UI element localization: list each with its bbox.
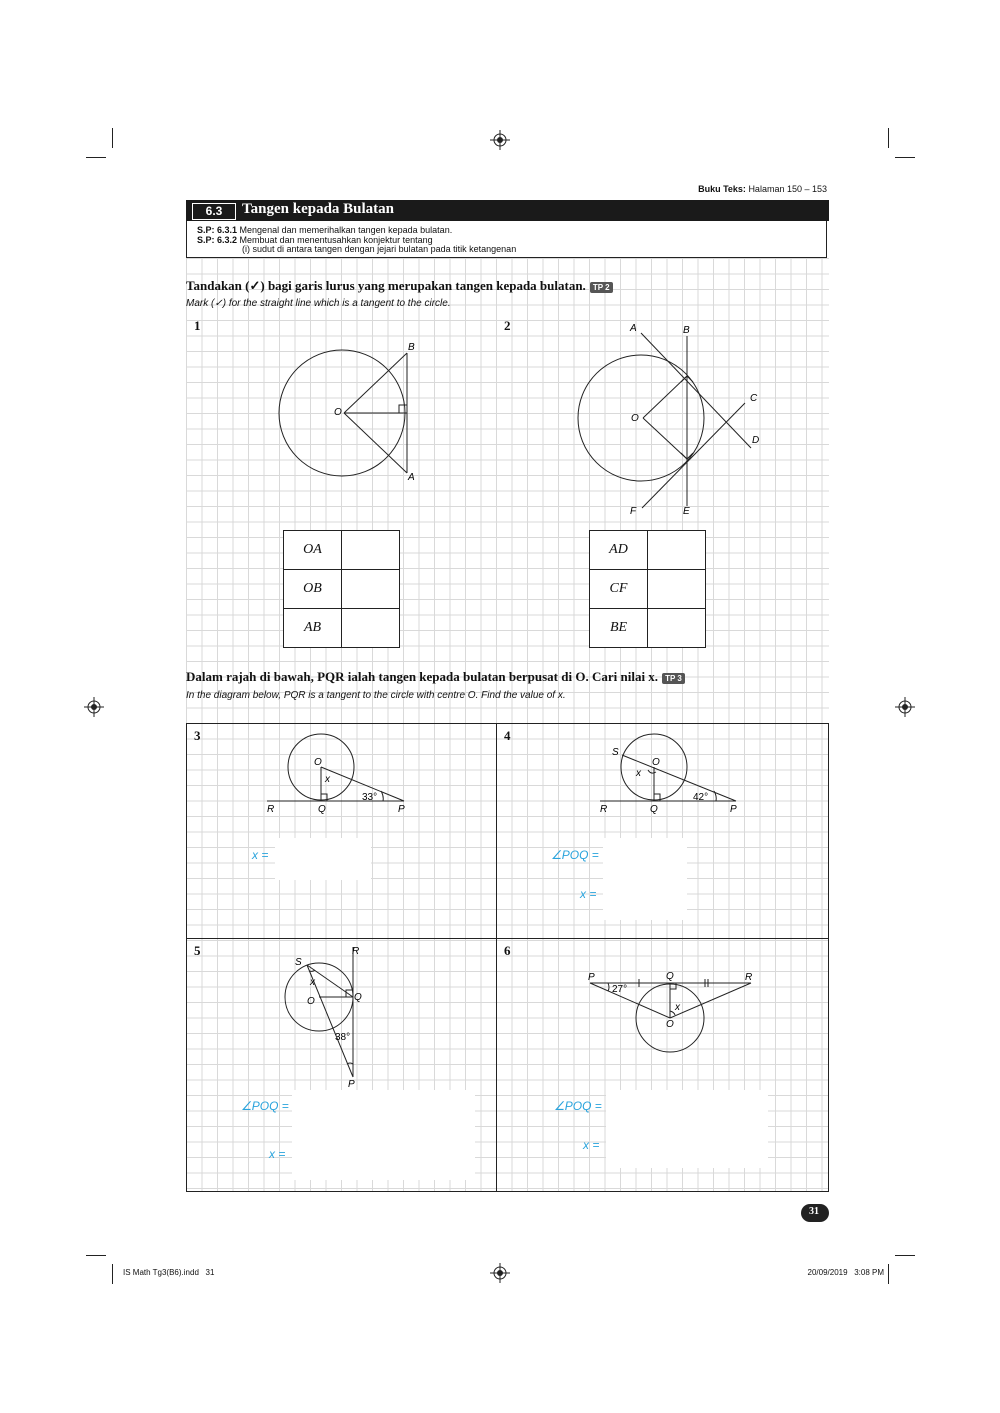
checkbox-cell[interactable] bbox=[342, 531, 400, 570]
answer-area[interactable] bbox=[292, 1090, 475, 1180]
crop-mark bbox=[888, 1264, 889, 1284]
checkbox-cell[interactable] bbox=[342, 570, 400, 609]
label-f: F bbox=[630, 506, 637, 517]
row-label: OA bbox=[284, 531, 342, 570]
label-q: Q bbox=[318, 804, 326, 815]
footer-date: 20/09/2019 3:08 PM bbox=[807, 1268, 884, 1277]
crop-mark bbox=[86, 1255, 106, 1256]
part1-heading: Tandakan (✓) bagi garis lurus yang merupakan tangen kepada bulatan. TP 2 bbox=[186, 278, 613, 294]
label-q: Q bbox=[650, 804, 658, 815]
label-b: B bbox=[683, 325, 690, 336]
label-p: P bbox=[730, 804, 737, 815]
q6-diagram bbox=[585, 968, 765, 1058]
crop-mark bbox=[86, 157, 106, 158]
checkbox-cell[interactable] bbox=[648, 609, 706, 648]
label-r: R bbox=[745, 972, 753, 983]
answer-label: ∠POQ = bbox=[241, 1099, 289, 1113]
q1-diagram bbox=[270, 335, 430, 485]
book-reference-label: Buku Teks: bbox=[698, 184, 746, 194]
label-x: x bbox=[675, 1002, 680, 1013]
label-o: O bbox=[334, 407, 342, 418]
question-number: 3 bbox=[194, 728, 201, 743]
label-o: O bbox=[307, 996, 315, 1007]
sp-line: S.P: 6.3.2 Membuat dan menentusahkan konjektur tentang bbox=[197, 234, 433, 245]
angle-label: 42° bbox=[693, 792, 709, 803]
q4-diagram bbox=[596, 728, 746, 818]
answer-label: x = bbox=[252, 848, 269, 862]
question-number: 2 bbox=[504, 318, 511, 333]
crop-mark bbox=[895, 157, 915, 158]
label-b: B bbox=[408, 342, 415, 353]
row-label: BE bbox=[590, 609, 648, 648]
part2-heading: Dalam rajah di bawah, PQR ialah tangen kepada bulatan berpusat di O. Cari nilai x. TP 3 bbox=[186, 669, 685, 685]
learning-standards bbox=[186, 221, 827, 258]
crop-mark bbox=[112, 1264, 113, 1284]
registration-mark-icon bbox=[84, 697, 104, 717]
checkbox-cell[interactable] bbox=[342, 609, 400, 648]
section-bar bbox=[186, 200, 829, 221]
answer-area[interactable] bbox=[606, 1090, 768, 1168]
label-r: R bbox=[600, 804, 608, 815]
label-o: O bbox=[314, 757, 322, 768]
q3-diagram bbox=[262, 728, 412, 818]
answer-label: ∠POQ = bbox=[551, 848, 599, 862]
label-a: A bbox=[408, 472, 415, 483]
answer-label: x = bbox=[583, 1138, 600, 1152]
checkbox-cell[interactable] bbox=[648, 531, 706, 570]
question-number: 1 bbox=[194, 318, 201, 333]
label-c: C bbox=[750, 393, 758, 404]
footer-filename: IS Math Tg3(B6).indd 31 bbox=[123, 1268, 215, 1277]
tp-badge: TP 3 bbox=[662, 673, 685, 684]
book-reference bbox=[698, 184, 827, 194]
label-s: S bbox=[612, 747, 619, 758]
checkbox-cell[interactable] bbox=[648, 570, 706, 609]
part2-subheading: In the diagram below, PQR is a tangent to the circle with centre O. Find the value of x. bbox=[186, 690, 566, 701]
label-s: S bbox=[295, 957, 302, 968]
answer-area[interactable] bbox=[603, 838, 687, 920]
label-x: x bbox=[325, 774, 330, 785]
answer-label: x = bbox=[269, 1147, 286, 1161]
question-number: 6 bbox=[504, 943, 511, 958]
page-number: 31 bbox=[809, 1206, 819, 1217]
label-x: x bbox=[636, 768, 641, 779]
crop-mark bbox=[112, 128, 113, 148]
row-label: CF bbox=[590, 570, 648, 609]
q2-answer-table bbox=[589, 530, 706, 648]
label-q: Q bbox=[666, 971, 674, 982]
sp-line: S.P: 6.3.1 Mengenal dan memerihalkan tangen kepada bulatan. bbox=[197, 225, 453, 235]
registration-mark-icon bbox=[490, 130, 510, 150]
q1-answer-table bbox=[283, 530, 400, 648]
book-reference-pages: Halaman 150 – 153 bbox=[748, 184, 827, 194]
angle-label: 38° bbox=[335, 1032, 351, 1043]
angle-label: 33° bbox=[362, 792, 378, 803]
crop-mark bbox=[895, 1255, 915, 1256]
label-d: D bbox=[752, 435, 760, 446]
label-o: O bbox=[652, 757, 660, 768]
label-o: O bbox=[631, 413, 639, 424]
label-q: Q bbox=[354, 992, 362, 1003]
label-p: P bbox=[348, 1079, 355, 1090]
registration-mark-icon bbox=[895, 697, 915, 717]
registration-mark-icon bbox=[490, 1263, 510, 1283]
label-e: E bbox=[683, 506, 690, 517]
angle-label: 27° bbox=[612, 984, 628, 995]
label-r: R bbox=[267, 804, 275, 815]
section-number: 6.3 bbox=[192, 203, 236, 220]
section-title: Tangen kepada Bulatan bbox=[242, 201, 395, 217]
tp-badge: TP 2 bbox=[590, 282, 613, 293]
label-x: x bbox=[310, 977, 315, 988]
sp-line: (i) sudut di antara tangen dengan jejari bulatan pada titik ketangenan bbox=[242, 244, 517, 254]
label-o: O bbox=[666, 1019, 674, 1030]
question-number: 5 bbox=[194, 943, 201, 958]
label-r: R bbox=[352, 946, 360, 957]
row-label: AB bbox=[284, 609, 342, 648]
label-a: A bbox=[630, 323, 637, 334]
q2-diagram bbox=[570, 318, 770, 523]
row-label: OB bbox=[284, 570, 342, 609]
answer-area[interactable] bbox=[275, 838, 371, 880]
question-number: 4 bbox=[504, 728, 511, 743]
answer-label: ∠POQ = bbox=[554, 1099, 602, 1113]
answer-label: x = bbox=[580, 887, 597, 901]
q5-diagram bbox=[280, 942, 380, 1092]
label-p: P bbox=[588, 972, 595, 983]
row-label: AD bbox=[590, 531, 648, 570]
label-p: P bbox=[398, 804, 405, 815]
part1-subheading: Mark (✓) for the straight line which is a tangent to the circle. bbox=[186, 298, 451, 309]
crop-mark bbox=[888, 128, 889, 148]
